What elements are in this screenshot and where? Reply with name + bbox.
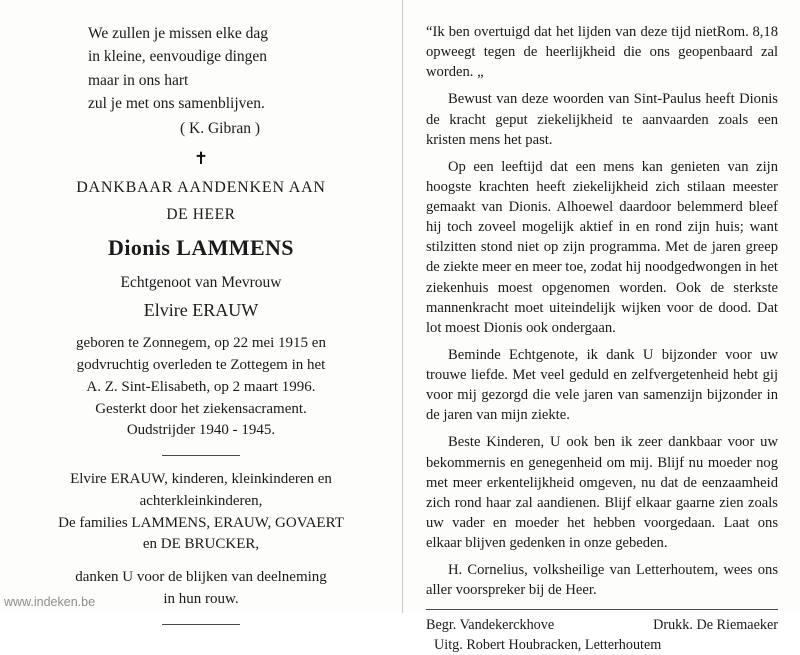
eulogy-paragraph: Op een leeftijd dat een mens kan genieten van zijn hoogste krachten heeft ziekelijkheid zich stilaan meester gemaakt van Dionis. Alhoewel daardoor belemmerd bleef hij toch zoveel mogelijk aktief in en rond zijn huis; want stilzitten stond niet op zijn programma. Met de jaren greep de ziekte meer en meer toe, zodat hij noodgedwongen in het ziekenhuis moest opgenomen worden. Ook de sterkste mannenkracht moet uiteindelijk wijken voor de dood. Dat lot moest Dionis ook ondergaan.	[426, 158, 778, 336]
biography-line: geboren te Zonnegem, op 22 mei 1915 en	[76, 335, 326, 352]
honorific: DE HEER	[166, 206, 236, 224]
poem-block	[26, 22, 376, 140]
eulogy-paragraph: Bewust van deze woorden van Sint-Paulus heeft Dionis de kracht geput ziekelijkheid te aanvaarden zoals een kristen mens het past.	[426, 91, 778, 148]
eulogy-paragraph: Beminde Echtgenote, ik dank U bijzonder voor uw trouwe liefde. Met veel geduld en zelfvergetenheid hebt gij voor mij gezorgd die vele jaren van samenzijn bijzonder in de jaren van mijn ziekte.	[426, 346, 778, 424]
left-page	[0, 0, 402, 613]
family-line: De families LAMMENS, ERAUW, GOVAERT	[58, 514, 344, 531]
poem-line: We zullen je missen elke dag	[88, 25, 268, 42]
family-block	[26, 469, 376, 556]
page-divider	[402, 0, 403, 613]
scripture-quote	[426, 22, 778, 82]
divider-upper	[162, 455, 240, 456]
biography-line: Gesterkt door het ziekensacrament.	[95, 400, 307, 417]
imprint-block	[426, 616, 778, 654]
scripture-reference: Rom. 8,18	[716, 24, 778, 40]
printer: Drukk. De Riemaeker	[653, 617, 778, 634]
poem-line: maar in ons hart	[88, 71, 189, 89]
family-line: achterkleinkinderen,	[139, 492, 263, 509]
spouse-label: Echtgenoot van Mevrouw	[120, 274, 282, 292]
eulogy-paragraph: Beste Kinderen, U ook ben ik zeer dankbaar voor uw bekommernis en genegenheid om mij. Blijf nu moeder nog met meer erkentelijkheid omgeven, nu dat de eenzaamheid zich rond haar zal aandienen. Blijf elkaar gaarne zien zoals uw vader en moeder het hebben voorgedaan. Laat ons elkaar blijven gedenken in onze gebeden.	[426, 434, 778, 551]
family-line: en DE BRUCKER,	[142, 536, 260, 553]
divider-lower	[162, 624, 240, 625]
imprint-divider	[426, 609, 778, 610]
biography-line: godvruchtig overleden te Zottegem in het	[76, 357, 326, 373]
biography-line: Oudstrijder 1940 - 1945.	[126, 422, 276, 439]
deceased-name: Dionis LAMMENS	[108, 235, 294, 261]
family-line: Elvire ERAUW, kinderen, kleinkinderen en	[70, 471, 332, 487]
poem-line: zul je met ons samenblijven.	[88, 94, 265, 112]
biography-line: A. Z. Sint-Elisabeth, op 2 maart 1996.	[86, 378, 316, 395]
poem-attribution: ( K. Gibran )	[180, 120, 261, 137]
dedication-heading: DANKBAAR AANDENKEN AAN	[76, 179, 326, 197]
cross-icon: ✝	[193, 149, 209, 169]
biography-block	[26, 333, 376, 442]
funeral-director: Begr. Vandekerckhove	[426, 617, 555, 634]
thanks-line: danken U voor de blijken van deelneming	[75, 569, 327, 585]
watermark: www.indeken.be	[4, 595, 96, 609]
scripture-text: “Ik ben overtuigd dat het lijden van deze tijd niet opweegt tegen de heerlijkheid die ons geopenbaard zal worden. „	[426, 24, 778, 81]
eulogy-paragraph: H. Cornelius, volksheilige van Letterhoutem, wees ons aller voorspreker bij de Heer.	[426, 562, 778, 599]
thanks-line: in hun rouw.	[163, 590, 239, 607]
spouse-name: Elvire ERAUW	[143, 300, 259, 321]
poem-line: in kleine, eenvoudige dingen	[88, 48, 268, 66]
publisher: Uitg. Robert Houbracken, Letterhoutem	[434, 636, 662, 653]
right-page	[402, 0, 800, 653]
